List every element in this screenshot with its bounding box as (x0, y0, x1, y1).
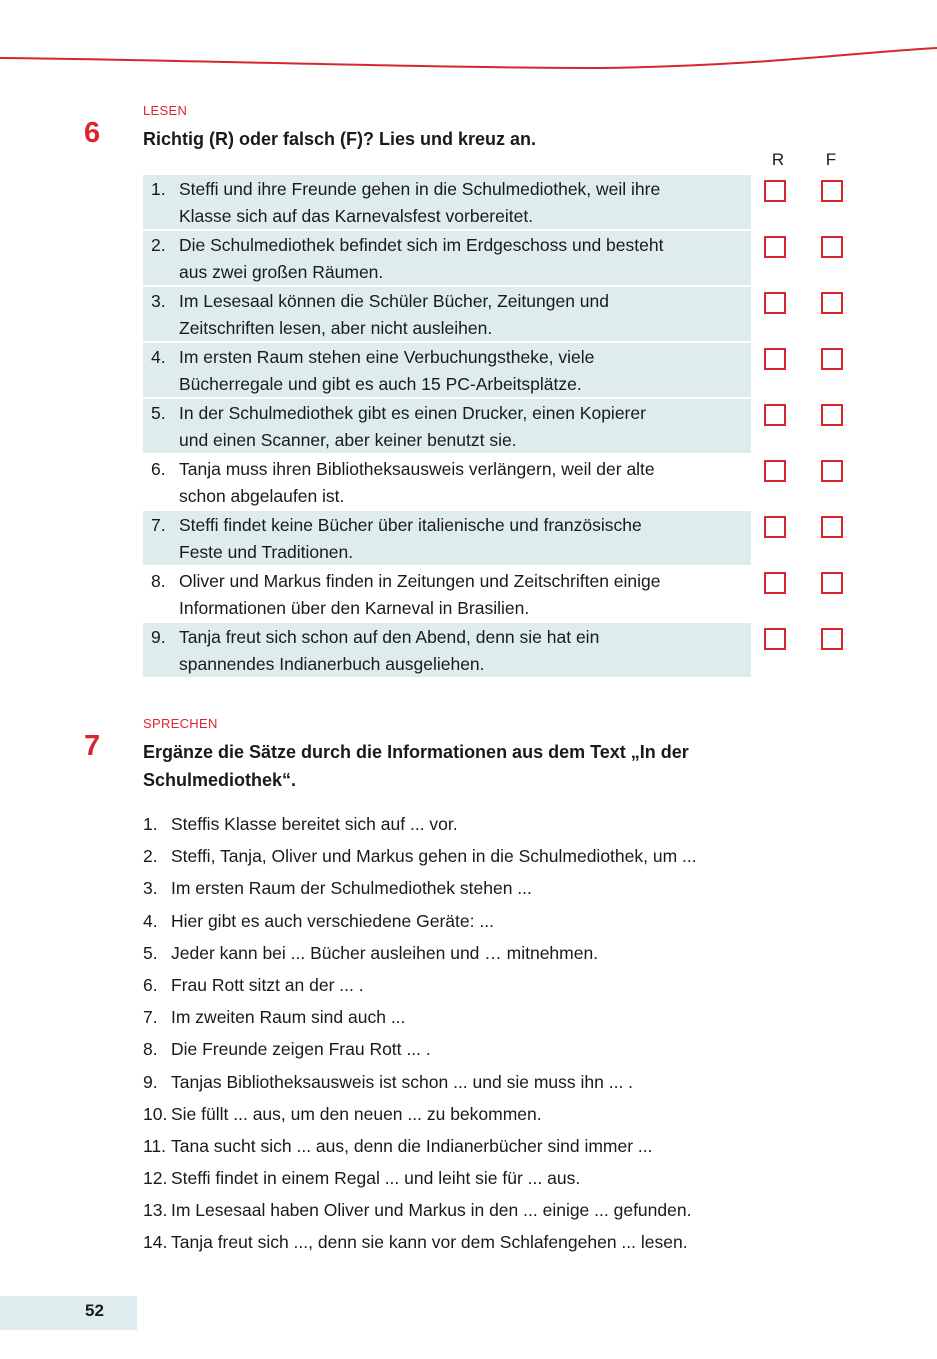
list-item (143, 1228, 843, 1260)
item-number: 1. (143, 814, 158, 834)
item-text: Tana sucht sich ... aus, denn die Indianerbücher sind immer ... (171, 1135, 653, 1156)
statement-number: 6. (151, 459, 166, 479)
item-number: 6. (143, 974, 158, 995)
checkbox-falsch[interactable] (821, 516, 843, 538)
exercise-6-category: LESEN (143, 103, 188, 118)
statement-number: 5. (151, 403, 166, 423)
item-number: 8. (143, 1039, 158, 1060)
list-item (143, 1196, 843, 1228)
page-number: 52 (85, 1301, 104, 1320)
item-number: 9. (143, 1071, 158, 1092)
exercise-7-category: SPRECHEN (143, 716, 218, 731)
statement-number: 1. (151, 179, 166, 199)
statement-cell (143, 623, 751, 677)
list-item (143, 1035, 843, 1067)
statement-text: Steffi findet keine Bücher über italienische und französische Feste und Traditionen. (179, 515, 642, 562)
statement-number: 9. (151, 627, 166, 647)
item-text: Sie füllt ... aus, um den neuen ... zu bekommen. (171, 1103, 542, 1124)
statement-number: 2. (151, 235, 166, 255)
list-item (143, 1132, 843, 1164)
list-item (143, 907, 843, 939)
item-text: Steffi findet in einem Regal ... und leiht sie für ... aus. (171, 1168, 581, 1189)
statement-number: 3. (151, 291, 166, 311)
checkbox-richtig[interactable] (764, 292, 786, 314)
item-number: 4. (143, 910, 158, 931)
checkbox-richtig[interactable] (764, 628, 786, 650)
table-row (143, 567, 863, 623)
statement-number: 4. (151, 347, 166, 367)
item-text: Steffi, Tanja, Oliver und Markus gehen in die Schulmediothek, um ... (171, 846, 697, 867)
statement-cell (143, 175, 751, 229)
item-number: 12. (143, 1168, 168, 1189)
exercise-6-number: 6 (84, 117, 101, 149)
item-number: 14. (143, 1232, 168, 1253)
checkbox-falsch[interactable] (821, 180, 843, 202)
checkbox-richtig[interactable] (764, 516, 786, 538)
checkbox-falsch[interactable] (821, 404, 843, 426)
item-number: 3. (143, 878, 158, 899)
statement-text: Tanja freut sich schon auf den Abend, denn sie hat ein spannendes Indianerbuch ausgeliehen. (179, 627, 600, 674)
sentence-completion-list (143, 810, 843, 1261)
statement-cell (143, 343, 751, 397)
checkbox-richtig[interactable] (764, 404, 786, 426)
item-text: Tanja freut sich ..., denn sie kann vor dem Schlafengehen ... lesen. (171, 1232, 688, 1253)
statement-text: In der Schulmediothek gibt es einen Drucker, einen Kopierer und einen Scanner, aber keiner benutzt sie. (179, 403, 646, 450)
table-row (143, 623, 863, 679)
statement-number: 7. (151, 515, 166, 535)
item-number: 10. (143, 1103, 168, 1124)
checkbox-falsch[interactable] (821, 628, 843, 650)
item-text: Steffis Klasse bereitet sich auf ... vor. (171, 814, 458, 834)
table-row (143, 175, 863, 231)
item-text: Hier gibt es auch verschiedene Geräte: ... (171, 910, 494, 931)
exercise-7-title: Ergänze die Sätze durch die Informationen aus dem Text „In der Schulmediothek“. (143, 742, 689, 790)
list-item (143, 1164, 843, 1196)
table-row (143, 455, 863, 511)
statement-cell (143, 455, 751, 509)
statement-text: Oliver und Markus finden in Zeitungen und Zeitschriften einige Informationen über den Karneval in Brasilien. (179, 571, 661, 618)
table-row (143, 399, 863, 455)
item-number: 5. (143, 942, 158, 963)
statement-cell (143, 567, 751, 621)
statement-number: 8. (151, 571, 166, 591)
statement-cell (143, 287, 751, 341)
list-item (143, 1068, 843, 1100)
column-header-f: F (825, 150, 837, 169)
statement-text: Im Lesesaal können die Schüler Bücher, Zeitungen und Zeitschriften lesen, aber nicht ausleihen. (179, 291, 610, 338)
table-row (143, 343, 863, 399)
item-text: Die Freunde zeigen Frau Rott ... . (171, 1039, 431, 1060)
list-item (143, 1003, 843, 1035)
item-number: 11. (143, 1135, 167, 1156)
checkbox-richtig[interactable] (764, 348, 786, 370)
list-item (143, 874, 843, 906)
checkbox-falsch[interactable] (821, 572, 843, 594)
item-number: 13. (143, 1200, 168, 1221)
item-text: Im Lesesaal haben Oliver und Markus in den ... einige ... gefunden. (171, 1200, 692, 1221)
item-text: Frau Rott sitzt an der ... . (171, 974, 364, 995)
list-item (143, 971, 843, 1003)
list-item (143, 939, 843, 971)
list-item (143, 1100, 843, 1132)
statement-cell (143, 399, 751, 453)
list-item (143, 842, 843, 874)
item-text: Im ersten Raum der Schulmediothek stehen ... (171, 878, 532, 899)
checkbox-falsch[interactable] (821, 292, 843, 314)
item-text: Im zweiten Raum sind auch ... (171, 1007, 406, 1028)
item-number: 7. (143, 1007, 158, 1028)
checkbox-falsch[interactable] (821, 236, 843, 258)
statement-cell (143, 231, 751, 285)
statement-text: Die Schulmediothek befindet sich im Erdgeschoss und besteht aus zwei großen Räumen. (179, 235, 664, 282)
statement-text: Im ersten Raum stehen eine Verbuchungstheke, viele Bücherregale und gibt es auch 15 PC-Arbeitsplätze. (179, 347, 595, 394)
item-text: Tanjas Bibliotheksausweis ist schon ... und sie muss ihn ... . (171, 1071, 634, 1092)
statement-text: Steffi und ihre Freunde gehen in die Schulmediothek, weil ihre Klasse sich auf das Karnevalsfest vorbereitet. (179, 179, 661, 226)
exercise-6-title: Richtig (R) oder falsch (F)? Lies und kreuz an. (143, 129, 537, 149)
table-row (143, 287, 863, 343)
item-number: 2. (143, 846, 158, 867)
statement-cell (143, 511, 751, 565)
checkbox-richtig[interactable] (764, 572, 786, 594)
table-row (143, 511, 863, 567)
table-row (143, 231, 863, 287)
top-decorative-line (0, 0, 937, 80)
statement-text: Tanja muss ihren Bibliotheksausweis verlängern, weil der alte schon abgelaufen ist. (179, 459, 655, 506)
checkbox-richtig[interactable] (764, 460, 786, 482)
checkbox-richtig[interactable] (764, 180, 786, 202)
true-false-table (143, 175, 863, 679)
column-header-r: R (771, 150, 785, 169)
page-number-tab (0, 1296, 137, 1330)
checkbox-richtig[interactable] (764, 236, 786, 258)
exercise-7-number: 7 (84, 730, 101, 762)
checkbox-falsch[interactable] (821, 460, 843, 482)
list-item (143, 810, 843, 842)
item-text: Jeder kann bei ... Bücher ausleihen und … mitnehmen. (171, 942, 599, 963)
checkbox-falsch[interactable] (821, 348, 843, 370)
